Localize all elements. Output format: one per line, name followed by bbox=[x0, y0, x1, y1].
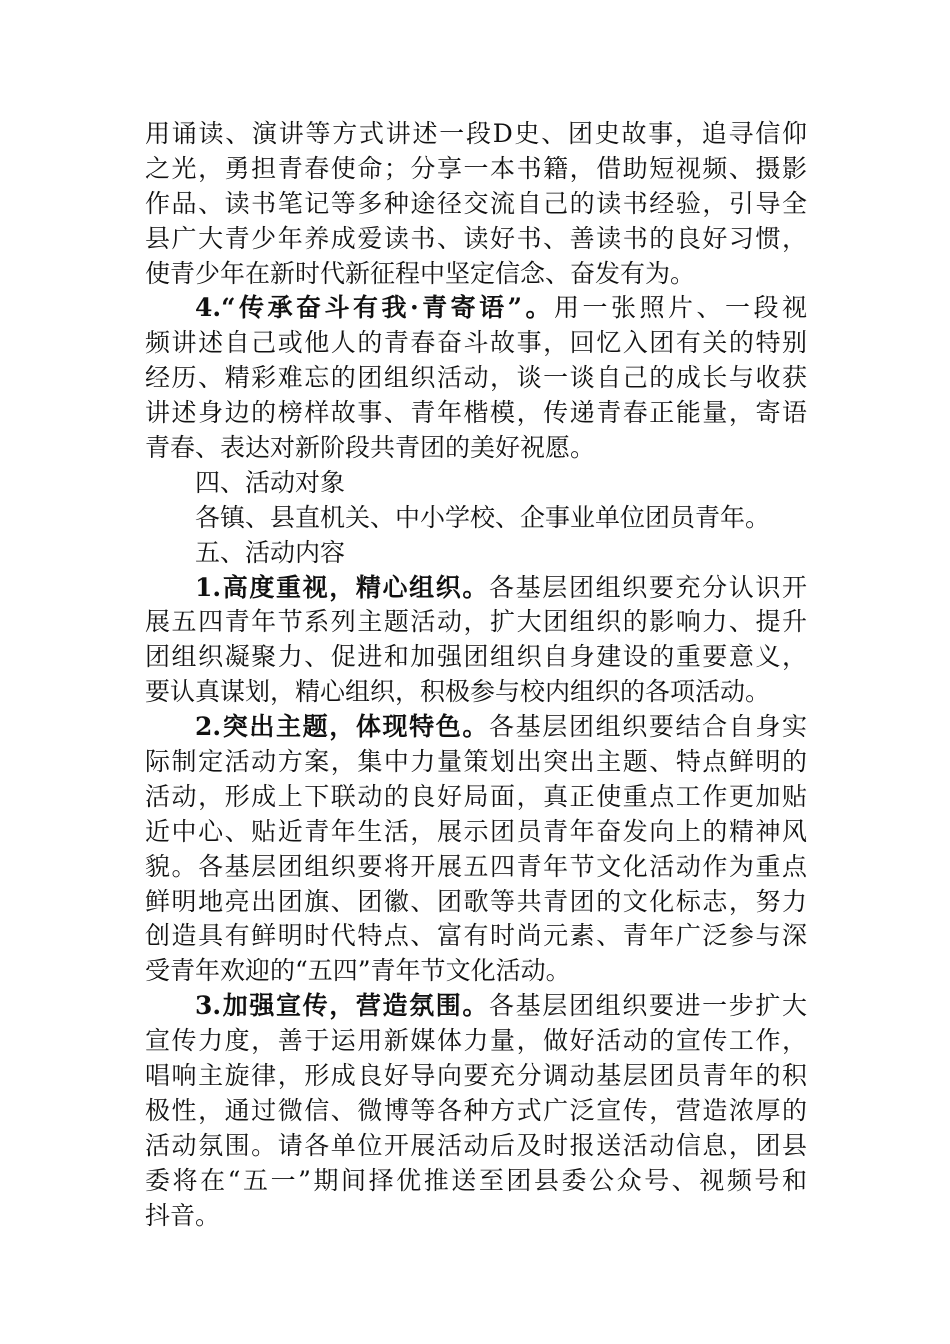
text-line bbox=[145, 605, 807, 640]
text-line bbox=[145, 326, 807, 361]
text-line bbox=[145, 222, 807, 257]
body-text: 青春、表达对新阶段共青团的美好祝愿。 bbox=[145, 433, 596, 463]
text-line bbox=[145, 117, 807, 152]
text-line bbox=[145, 466, 807, 501]
body-text: 唱响主旋律，形成良好导向要充分调动基层团员青年的积 bbox=[145, 1061, 807, 1091]
body-text: 五、活动内容 bbox=[195, 537, 346, 567]
body-text: 各基层团组织要进一步扩大 bbox=[489, 991, 807, 1021]
text-line bbox=[145, 1024, 807, 1059]
body-text: 抖音。 bbox=[145, 1200, 221, 1230]
text-line bbox=[145, 536, 807, 571]
bold-lead-text: 1.高度重视，精心组织。 bbox=[195, 572, 490, 602]
text-line bbox=[145, 571, 807, 606]
body-text: 际制定活动方案，集中力量策划出突出主题、特点鲜明的 bbox=[145, 747, 807, 777]
body-text: 活动氛围。请各单位开展活动后及时报送活动信息，团县 bbox=[145, 1130, 807, 1160]
body-text: 受青年欢迎的“五四”青年节文化活动。 bbox=[145, 956, 571, 986]
body-text: 极性，通过微信、微博等各种方式广泛宣传，营造浓厚的 bbox=[145, 1095, 807, 1125]
text-line bbox=[145, 1129, 807, 1164]
text-line bbox=[145, 745, 807, 780]
paragraph bbox=[145, 117, 807, 291]
text-line bbox=[145, 1059, 807, 1094]
body-text: 之光，勇担青春使命；分享一本书籍，借助短视频、摄影 bbox=[145, 153, 807, 183]
body-text: 经历、精彩难忘的团组织活动，谈一谈自己的成长与收获 bbox=[145, 363, 807, 393]
text-line bbox=[145, 431, 807, 466]
document-page bbox=[145, 117, 807, 1234]
body-text: 宣传力度，善于运用新媒体力量，做好活动的宣传工作， bbox=[145, 1026, 807, 1056]
text-line bbox=[145, 291, 807, 326]
body-text: 貌。各基层团组织要将开展五四青年节文化活动作为重点 bbox=[145, 851, 807, 881]
text-line bbox=[145, 501, 807, 536]
body-text: 鲜明地亮出团旗、团徽、团歌等共青团的文化标志，努力 bbox=[145, 886, 807, 916]
body-text: 作品、读书笔记等多种途径交流自己的读书经验，引导全 bbox=[145, 188, 807, 218]
text-line bbox=[145, 257, 807, 292]
text-line bbox=[145, 1094, 807, 1129]
text-line bbox=[145, 710, 807, 745]
paragraph bbox=[145, 710, 807, 989]
section-heading bbox=[145, 536, 807, 571]
body-text: 团组织凝聚力、促进和加强团组织自身建设的重要意义， bbox=[145, 642, 807, 672]
body-text: 各镇、县直机关、中小学校、企事业单位团员青年。 bbox=[195, 502, 771, 532]
body-text: 县广大青少年养成爱读书、读好书、善读书的良好习惯， bbox=[145, 223, 807, 253]
paragraph bbox=[145, 989, 807, 1233]
text-line bbox=[145, 361, 807, 396]
body-text: 各基层团组织要充分认识开 bbox=[489, 572, 807, 602]
text-line bbox=[145, 954, 807, 989]
body-text: 用一张照片、一段视 bbox=[554, 293, 807, 323]
text-line bbox=[145, 396, 807, 431]
paragraph bbox=[145, 571, 807, 711]
text-line bbox=[145, 919, 807, 954]
body-text: 各基层团组织要结合自身实 bbox=[489, 712, 807, 742]
text-line bbox=[145, 152, 807, 187]
text-line bbox=[145, 640, 807, 675]
text-line bbox=[145, 780, 807, 815]
body-text: 要认真谋划，精心组织，积极参与校内组织的各项活动。 bbox=[145, 677, 771, 707]
text-line bbox=[145, 1164, 807, 1199]
body-text: 用诵读、演讲等方式讲述一段D史、团史故事，追寻信仰 bbox=[145, 119, 807, 148]
paragraph bbox=[145, 291, 807, 465]
body-text: 委将在“五一”期间择优推送至团县委公众号、视频号和 bbox=[145, 1165, 807, 1195]
paragraph bbox=[145, 501, 807, 536]
body-text: 活动，形成上下联动的良好局面，真正使重点工作更加贴 bbox=[145, 781, 807, 811]
text-line bbox=[145, 815, 807, 850]
text-line bbox=[145, 989, 807, 1024]
body-text: 使青少年在新时代新征程中坚定信念、奋发有为。 bbox=[145, 258, 696, 288]
bold-lead-text: 2.突出主题，体现特色。 bbox=[195, 712, 490, 742]
text-line bbox=[145, 885, 807, 920]
body-text: 创造具有鲜明时代特点、富有时尚元素、青年广泛参与深 bbox=[145, 921, 807, 951]
body-text: 展五四青年节系列主题活动，扩大团组织的影响力、提升 bbox=[145, 607, 807, 637]
text-line bbox=[145, 850, 807, 885]
text-line bbox=[145, 675, 807, 710]
body-text: 频讲述自己或他人的青春奋斗故事，回忆入团有关的特别 bbox=[145, 328, 807, 358]
text-line bbox=[145, 1199, 807, 1234]
bold-lead-text: 4.“传承奋斗有我·青寄语”。 bbox=[195, 293, 555, 323]
body-text: 四、活动对象 bbox=[195, 467, 346, 497]
section-heading bbox=[145, 466, 807, 501]
bold-lead-text: 3.加强宣传，营造氛围。 bbox=[195, 991, 490, 1021]
body-text: 近中心、贴近青年生活，展示团员青年奋发向上的精神风 bbox=[145, 816, 807, 846]
text-line bbox=[145, 187, 807, 222]
body-text: 讲述身边的榜样故事、青年楷模，传递青春正能量，寄语 bbox=[145, 398, 807, 428]
